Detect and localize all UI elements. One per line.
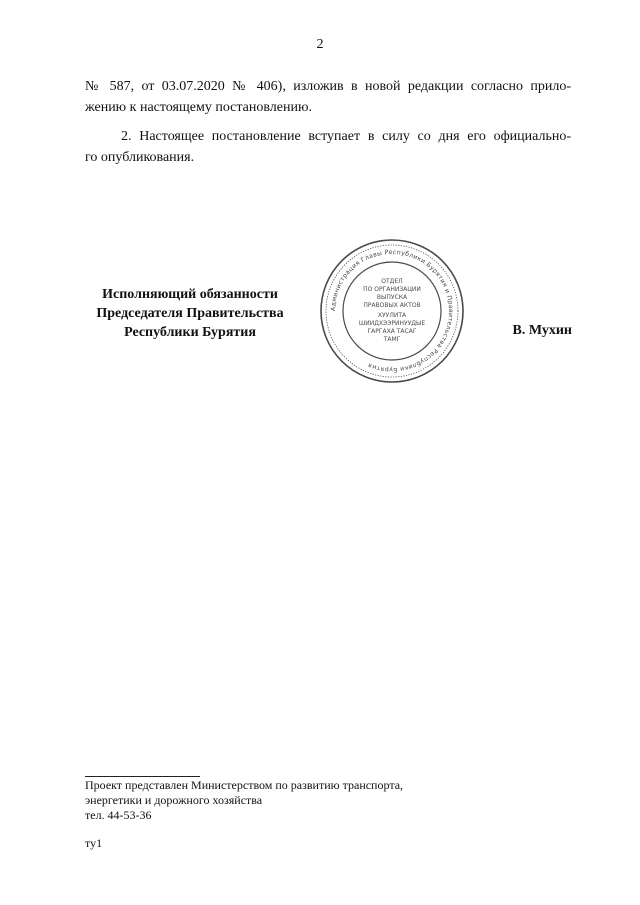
official-seal-stamp [318, 237, 466, 385]
seal-center-line-7: ГАРГАХА ТАСАГ [367, 328, 417, 335]
seal-center-line-1: ОТДЕЛ [381, 278, 403, 285]
footnote-line-3: тел. 44-53-36 [85, 808, 152, 822]
seal-center-line-4: ПРАВОВЫХ АКТОВ [363, 302, 421, 309]
signer-position-line-1: Исполняющий обязанности [102, 287, 278, 302]
signer-position-line-2: Председателя Правительства [96, 306, 284, 321]
typist-mark: ту1 [85, 836, 103, 850]
seal-center-line-3: ВЫПУСКА [376, 294, 408, 301]
seal-center-line-5: ХУУЛИТА [377, 312, 407, 319]
paragraph-1-line-2: жению к настоящему постановлению. [85, 100, 312, 115]
seal-inner-ring [343, 262, 441, 360]
footnote-line-2: энергетики и дорожного хозяйства [85, 793, 263, 807]
seal-ring-text: Администрация Главы Республики Бурятия и Правительства Республики Бурятия [329, 248, 455, 374]
paragraph-1 [85, 76, 571, 118]
seal-outer-ring [321, 240, 463, 382]
paragraph-1-line-1: № 587, от 03.07.2020 № 406), изложив в новой редакции согласно прило- [85, 79, 571, 94]
signer-position [80, 285, 300, 342]
paragraph-2-line-2: го опубликования. [85, 150, 195, 165]
paragraph-2 [85, 126, 571, 168]
paragraph-2-line-1: 2. Настоящее постановление вступает в силу со дня его официально- [121, 129, 571, 144]
seal-center-line-8: ТАМГ [383, 336, 401, 343]
footnote [85, 778, 403, 823]
footnote-line-1: Проект представлен Министерством по развитию транспорта, [85, 778, 404, 792]
footnote-divider [85, 776, 200, 777]
signer-position-line-3: Республики Бурятия [124, 325, 256, 340]
seal-center-line-2: ПО ОРГАНИЗАЦИИ [363, 286, 421, 293]
signer-name: В. Мухин [512, 323, 572, 338]
seal-dotted-ring [326, 245, 458, 377]
page-number: 2 [316, 37, 324, 52]
seal-center-line-6: ШИИДХЭЭРИНУУДЫЕ [358, 320, 426, 327]
